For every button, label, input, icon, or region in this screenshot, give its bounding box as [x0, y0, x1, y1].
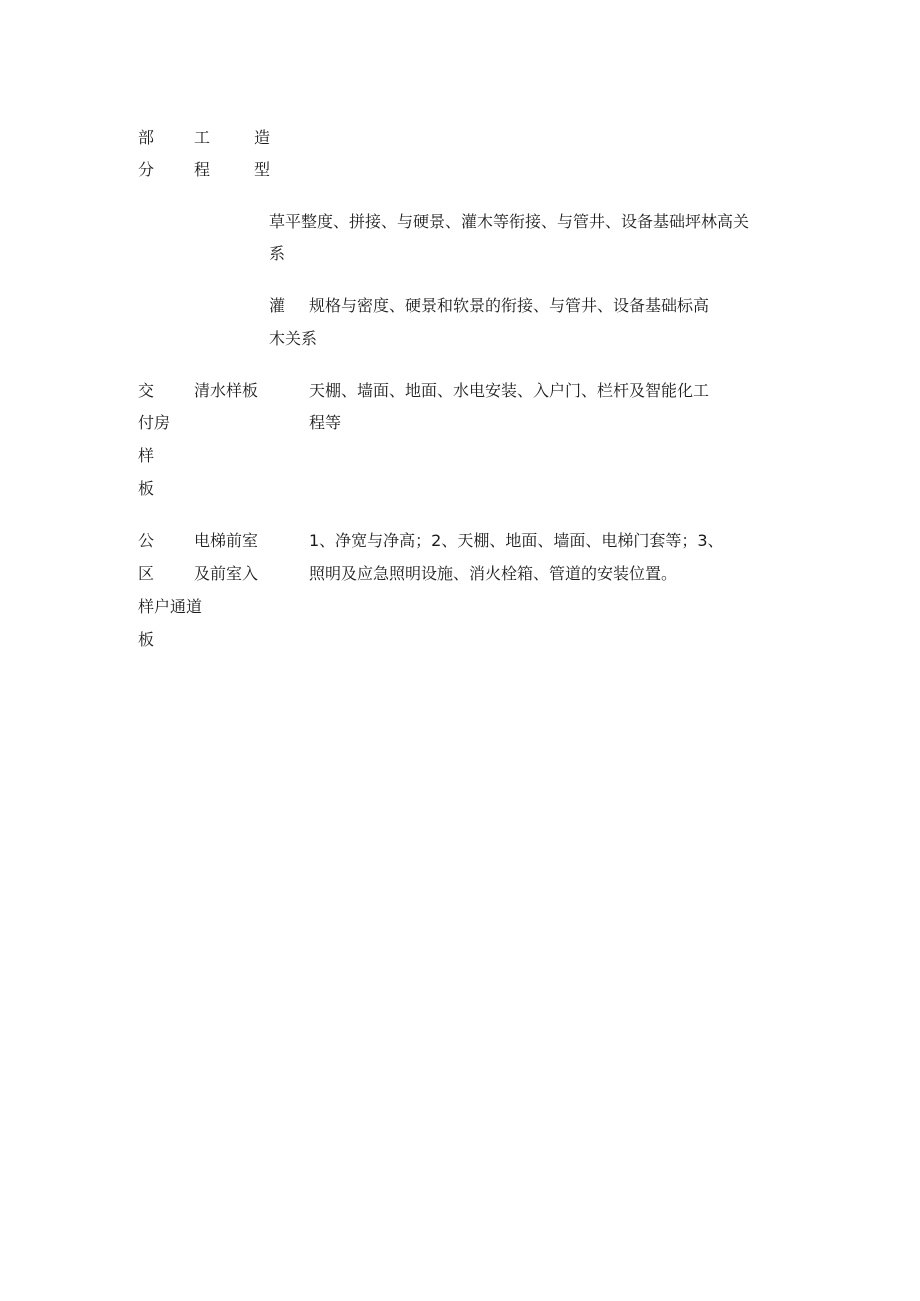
- delivery-content-line-2: 程等: [309, 413, 342, 432]
- header-type-char-1: 造: [254, 128, 271, 147]
- delivery-project: 清水样板: [194, 381, 259, 400]
- delivery-part-line-2: 付房: [138, 413, 171, 432]
- public-project-line-1: 电梯前室: [194, 531, 259, 550]
- delivery-part-line-3: 样: [138, 446, 155, 465]
- lawn-line-1: 草平整度、拼接、与硬景、灌木等衔接、与管井、设备基础坪林高关: [269, 212, 750, 231]
- public-part-line-1: 公: [138, 531, 155, 550]
- header-part-char-1: 部: [138, 128, 155, 147]
- delivery-content-line-1: 天棚、墙面、地面、水电安装、入户门、栏杆及智能化工: [309, 381, 710, 400]
- public-content-line-2: 照明及应急照明设施、消火栓箱、管道的安装位置。: [309, 564, 678, 583]
- public-part-line-3: 样户通道: [138, 597, 203, 616]
- shrub-label-char: 灌: [269, 296, 286, 315]
- public-part-line-4: 板: [138, 630, 155, 649]
- public-content-line-1: 1、净宽与净高；2、天棚、地面、墙面、电梯门套等；3、: [309, 531, 724, 550]
- public-project-line-2: 及前室入: [194, 564, 259, 583]
- header-part-char-2: 分: [138, 160, 155, 179]
- delivery-part-line-4: 板: [138, 479, 155, 498]
- public-part-line-2: 区: [138, 564, 155, 583]
- shrub-line-2: 木关系: [269, 329, 318, 348]
- header-project-char-2: 程: [194, 160, 211, 179]
- delivery-part-line-1: 交: [138, 381, 155, 400]
- shrub-line-1: 规格与密度、硬景和软景的衔接、与管井、设备基础标高: [309, 296, 710, 315]
- header-type-char-2: 型: [254, 160, 271, 179]
- header-project-char-1: 工: [194, 128, 211, 147]
- lawn-line-2: 系: [269, 244, 286, 263]
